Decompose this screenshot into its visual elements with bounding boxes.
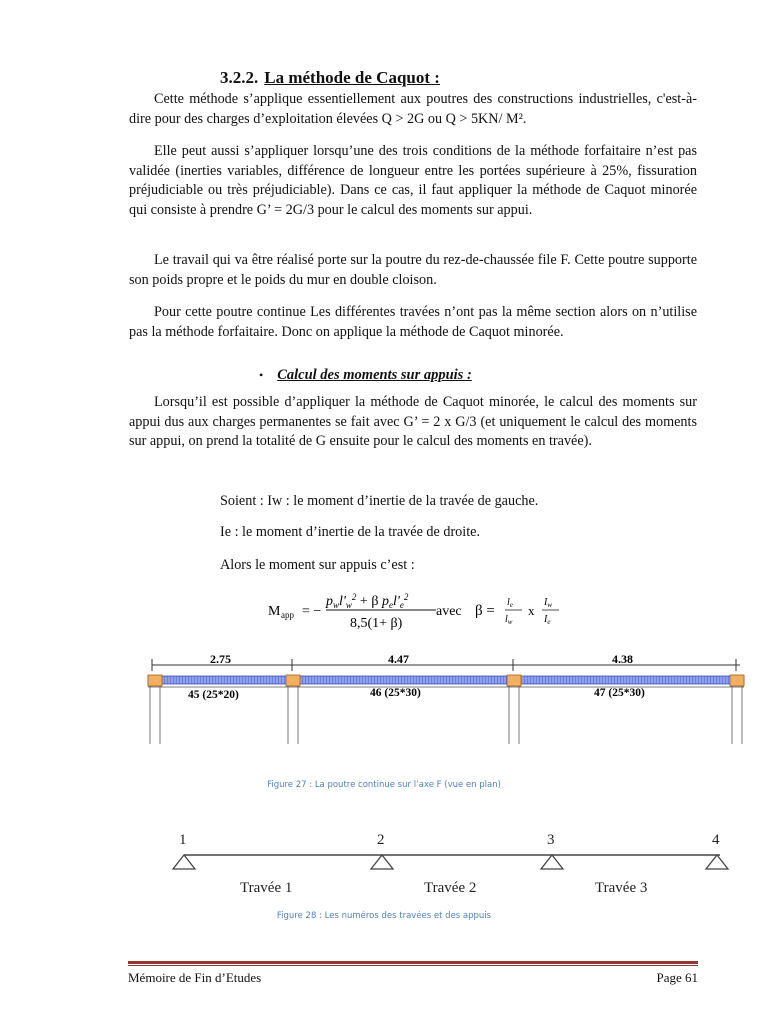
section-heading [220, 68, 440, 88]
support-number-3: 3 [547, 832, 555, 848]
support-triangle-3 [541, 855, 563, 869]
footer-rule-thin [128, 965, 698, 966]
column-4 [730, 675, 744, 686]
caquot-formula [260, 585, 580, 635]
span-length-1: 2.75 [210, 652, 231, 666]
section-title: La méthode de Caquot : [264, 68, 440, 87]
span-name-2: Travée 2 [424, 880, 477, 896]
footer-title: Mémoire de Fin d’Etudes [128, 970, 262, 985]
support-number-2: 2 [377, 832, 385, 848]
support-number-1: 1 [179, 832, 187, 848]
span-length-2: 4.47 [388, 652, 409, 666]
paragraph-4: Pour cette poutre continue Les différentes travées n’ont pas la même section alors on n’utilise pas la méthode forfaitaire. Donc on applique la méthode de Caquot minorée. [129, 304, 697, 340]
support-triangle-2 [371, 855, 393, 869]
footer-rule-thick [128, 961, 698, 964]
support-triangle-4 [706, 855, 728, 869]
span-name-1: Travée 1 [240, 880, 293, 896]
page-number: Page 61 [656, 970, 698, 985]
span-label-3: 47 (25*30) [594, 687, 645, 699]
formula-lhs: M [268, 604, 281, 619]
column-2 [286, 675, 300, 686]
column-3 [507, 675, 521, 686]
section-number: 3.2.2. [220, 68, 259, 87]
formula-inertia-num: $I_w$ [544, 597, 553, 609]
formula-beta-den: $l_w$ [505, 614, 513, 626]
paragraph-3: Le travail qui va être réalisé porte sur la poutre du rez-de-chaussée file F. Cette poutre supporte son poids propre et le poids du mur en double cloison. [129, 252, 697, 288]
span-label-2: 46 (25*30) [370, 687, 421, 699]
formula-times: x [528, 603, 535, 618]
beam-hatched [148, 676, 744, 684]
span-label-1: 45 (25*20) [188, 689, 239, 701]
formula-lhs-sub: app [281, 610, 294, 620]
figure-28-caption: Figure 28 : Les numéros des travées et des appuis [276, 911, 492, 921]
definition-alors: Alors le moment sur appuis c’est : [220, 557, 415, 573]
formula-numerator: $p_wl'_w^2 + \beta$ $p_el'_e^2$ [326, 592, 409, 610]
support-number-4: 4 [712, 832, 720, 848]
span-length-3: 4.38 [612, 652, 633, 666]
bullet-symbol: • [259, 368, 264, 382]
paragraph-2: Elle peut aussi s’appliquer lorsqu’une des trois conditions de la méthode forfaitaire n’est pas validée (inerties variables, différence de longueur entre les portées supérieure à 25%, fissuration préjudiciable ou très préjudiciable). Dans ce cas, il faut appliquer la méthode de Caquot minorée qui consiste à prendre G’ = 2G/3 pour le calcul des moments sur appui. [129, 143, 697, 218]
figure-27-beam-plan [140, 648, 750, 748]
figure-27-caption: Figure 27 : La poutre continue sur l’axe F (vue en plan) [267, 780, 501, 790]
support-triangle-1 [173, 855, 195, 869]
column-lines [150, 686, 742, 744]
figure-28-supports [160, 826, 740, 901]
formula-denominator: 8,5(1+ β) [350, 616, 403, 631]
formula-beta-num: $l_e$ [507, 597, 513, 609]
paragraph-5: Lorsqu’il est possible d’appliquer la méthode de Caquot minorée, le calcul des moments sur appui dus aux charges permanentes se fait avec G’ = 2 x G/3 (et uniquement le calcul des moments sur appui, on prend la totalité de G ensuite pour le calcul des moments en travée). [129, 394, 697, 449]
column-1 [148, 675, 162, 686]
bullet-heading [259, 367, 472, 384]
bullet-text: Calcul des moments sur appuis : [277, 367, 472, 383]
formula-inertia-den: $I_e$ [544, 614, 551, 626]
formula-beta: β = [475, 603, 495, 619]
span-name-3: Travée 3 [595, 880, 648, 896]
paragraph-1: Cette méthode s’applique essentiellement aux poutres des constructions industrielles, c'est-à-dire pour des charges d’exploitation élevées Q > 2G ou Q > 5KN/ M². [129, 91, 697, 127]
definition-iw: Soient : Iw : le moment d’inertie de la travée de gauche. [220, 493, 539, 509]
formula-avec: avec [436, 604, 462, 619]
formula-equals: = − [302, 604, 322, 619]
definition-ie: Ie : le moment d’inertie de la travée de droite. [220, 524, 480, 540]
